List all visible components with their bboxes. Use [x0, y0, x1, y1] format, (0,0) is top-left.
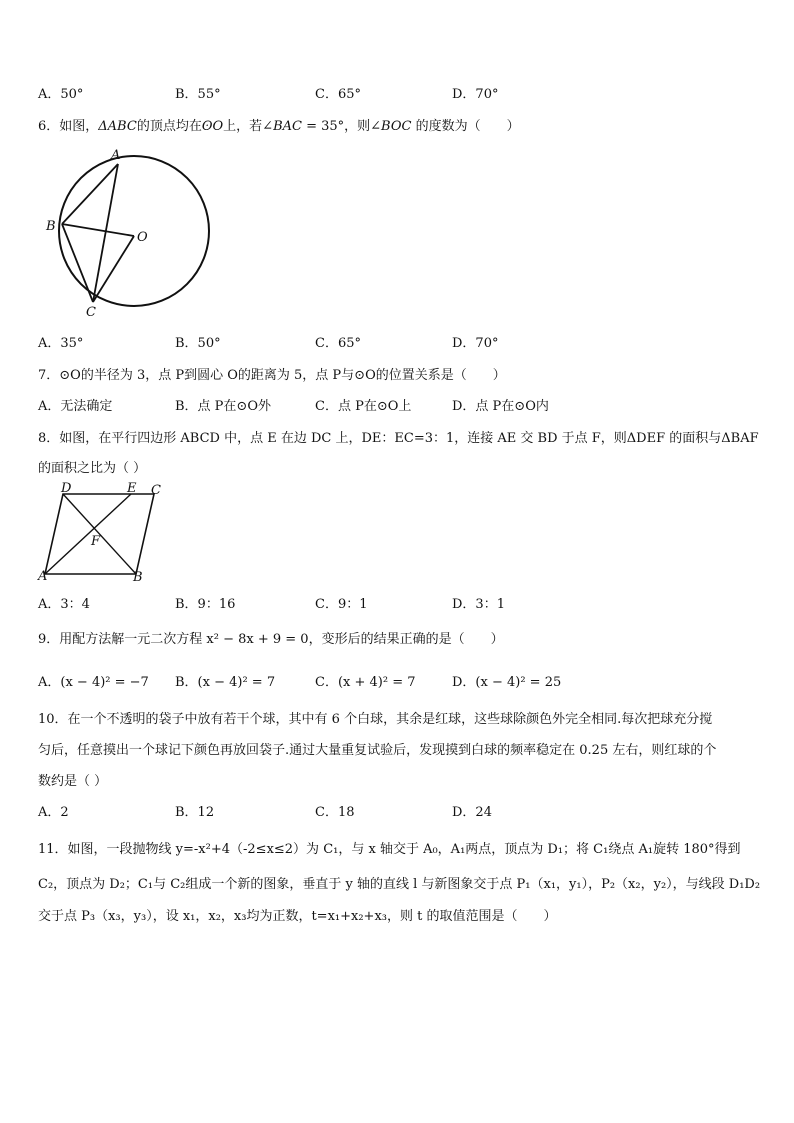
segment-bo	[62, 224, 134, 236]
q7-option-d[interactable]: D．点 P在⊙O内	[452, 399, 549, 414]
q10-options	[38, 801, 738, 819]
q8-option-b[interactable]: B．9：16	[175, 597, 236, 612]
q8-option-a[interactable]: A．3：4	[38, 597, 90, 612]
q8-question-line2: 的面积之比为（ ）	[38, 461, 147, 476]
q6-option-c[interactable]: C．65°	[315, 336, 361, 351]
q5-option-c[interactable]: C．65°	[315, 87, 361, 102]
q5-options	[38, 83, 738, 101]
q6-option-d[interactable]: D．70°	[452, 336, 499, 351]
q5-option-a[interactable]: A．50°	[38, 87, 84, 102]
q6-triangle: ΔABC	[98, 119, 137, 134]
q11-question-line1: 11．如图，一段抛物线 y=-x²+4（-2≤x≤2）为 C₁，与 x 轴交于 A₀，A₁两点，顶点为 D₁；将 C₁绕点 A₁旋转 180°得到	[38, 842, 741, 857]
q9-question: 9．用配方法解一元二次方程 x² − 8x + 9 = 0，变形后的结果正确的是（ ）	[38, 632, 504, 647]
q7-option-c[interactable]: C．点 P在⊙O上	[315, 399, 412, 414]
label-a: A	[111, 148, 121, 163]
q8-option-c[interactable]: C．9：1	[315, 597, 368, 612]
q9-options	[38, 671, 738, 689]
q5-option-d[interactable]: D．70°	[452, 87, 499, 102]
q10-question-line2: 匀后，任意摸出一个球记下颜色再放回袋子.通过大量重复试验后，发现摸到白球的频率稳定在 0.25 左右，则红球的个	[38, 743, 717, 758]
q10-question-line3: 数约是（ ）	[38, 774, 108, 789]
q6-angle-bac: BAC	[273, 119, 302, 134]
q6-circle: ʘO	[201, 119, 224, 134]
q8-parallelogram-figure	[36, 482, 176, 586]
label-e: E	[127, 481, 137, 496]
label-a: A	[38, 569, 48, 584]
circle-o	[59, 156, 209, 306]
q10-question-line1: 10．在一个不透明的袋子中放有若干个球，其中有 6 个白球，其余是红球，这些球除颜色外完全相同.每次把球充分搅	[38, 712, 713, 727]
q6-text-g: = 35°，则∠	[301, 119, 382, 134]
q6-question	[38, 115, 520, 134]
q7-question: 7．⊙O的半径为 3，点 P到圆心 O的距离为 5，点 P与⊙O的位置关系是（ ）	[38, 368, 506, 383]
q8-options	[38, 593, 738, 611]
q6-text-a: 6．如图，	[38, 119, 99, 134]
label-f: F	[91, 534, 101, 549]
q10-option-c[interactable]: C．18	[315, 805, 355, 820]
q6-text-c: 的顶点均在	[136, 119, 202, 134]
q6-option-a[interactable]: A．35°	[38, 336, 84, 351]
q11-question-line3: 交于点 P₃（x₃，y₃），设 x₁，x₂，x₃均为正数，t=x₁+x₂+x₃，则 t 的取值范围是（ ）	[38, 909, 557, 924]
q6-option-b[interactable]: B．50°	[175, 336, 221, 351]
q9-option-a[interactable]: A．(x − 4)² = −7	[38, 675, 149, 690]
q7-option-a[interactable]: A．无法确定	[38, 399, 113, 414]
q6-options	[38, 332, 738, 350]
label-c: C	[86, 305, 96, 320]
q11-question-line2: C₂，顶点为 D₂；C₁与 C₂组成一个新的图象，垂直于 y 轴的直线 l 与新图象交于点 P₁（x₁，y₁），P₂（x₂，y₂），与线段 D₁D₂	[38, 877, 761, 892]
q8-option-d[interactable]: D．3：1	[452, 597, 505, 612]
label-d: D	[61, 481, 72, 496]
q7-options	[38, 395, 738, 413]
q10-option-b[interactable]: B．12	[175, 805, 215, 820]
q6-circle-figure	[40, 142, 220, 322]
q6-text-i: 的度数为（ ）	[411, 119, 520, 134]
label-c: C	[151, 483, 161, 498]
q8-question-line1: 8．如图，在平行四边形 ABCD 中，点 E 在边 DC 上，DE：EC=3：1，连接 AE 交 BD 于点 F，则ΔDEF 的面积与ΔBAF	[38, 431, 759, 446]
label-b: B	[46, 219, 56, 234]
q10-option-d[interactable]: D．24	[452, 805, 492, 820]
q6-angle-boc: BOC	[381, 119, 412, 134]
q10-option-a[interactable]: A．2	[38, 805, 69, 820]
q7-option-b[interactable]: B．点 P在⊙O外	[175, 399, 271, 414]
q9-option-d[interactable]: D．(x − 4)² = 25	[452, 675, 562, 690]
q5-option-b[interactable]: B．55°	[175, 87, 221, 102]
q9-option-c[interactable]: C．(x + 4)² = 7	[315, 675, 416, 690]
label-o: O	[137, 230, 148, 245]
segment-ae	[45, 494, 131, 574]
q9-option-b[interactable]: B．(x − 4)² = 7	[175, 675, 276, 690]
q6-text-e: 上，若∠	[223, 119, 274, 134]
label-b: B	[133, 570, 143, 585]
